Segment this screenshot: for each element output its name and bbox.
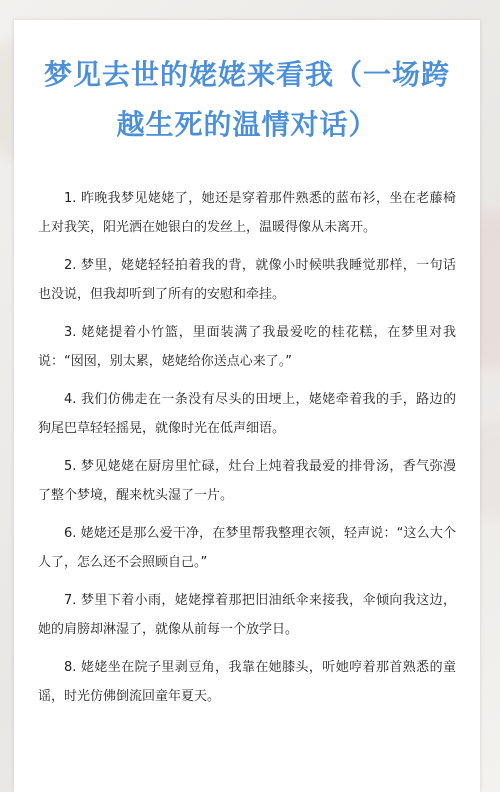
paragraph-5: 5. 梦见姥姥在厨房里忙碌，灶台上炖着我最爱的排骨汤，香气弥漫了整个梦境，醒来枕头湿了一片。 [38,459,456,503]
paragraph-3: 3. 姥姥提着小竹篮，里面装满了我最爱吃的桂花糕，在梦里对我说：“囡囡，别太累，姥姥给你送点心来了。” [38,325,456,369]
article-body [38,184,456,711]
article-title: 梦见去世的姥姥来看我（一场跨越生死的温情对话） [43,58,450,141]
paragraph-1: 1. 昨晚我梦见姥姥了，她还是穿着那件熟悉的蓝布衫，坐在老藤椅上对我笑，阳光洒在她银白的发丝上，温暖得像从未离开。 [38,191,456,235]
paragraph-4: 4. 我们仿佛走在一条没有尽头的田埂上，姥姥牵着我的手，路边的狗尾巴草轻轻摇晃，就像时光在低声细语。 [38,392,456,436]
article-card [14,20,480,792]
paragraph-2: 2. 梦里，姥姥轻轻拍着我的背，就像小时候哄我睡觉那样，一句话也没说，但我却听到了所有的安慰和牵挂。 [38,258,456,302]
paragraph-7: 7. 梦里下着小雨，姥姥撑着那把旧油纸伞来接我，伞倾向我这边，她的肩膀却淋湿了，就像从前每一个放学日。 [38,593,456,637]
paragraph-8: 8. 姥姥坐在院子里剥豆角，我靠在她膝头，听她哼着那首熟悉的童谣，时光仿佛倒流回童年夏天。 [38,660,456,704]
paragraph-6: 6. 姥姥还是那么爱干净，在梦里帮我整理衣领，轻声说：“这么大个人了，怎么还不会照顾自己。” [38,526,456,570]
